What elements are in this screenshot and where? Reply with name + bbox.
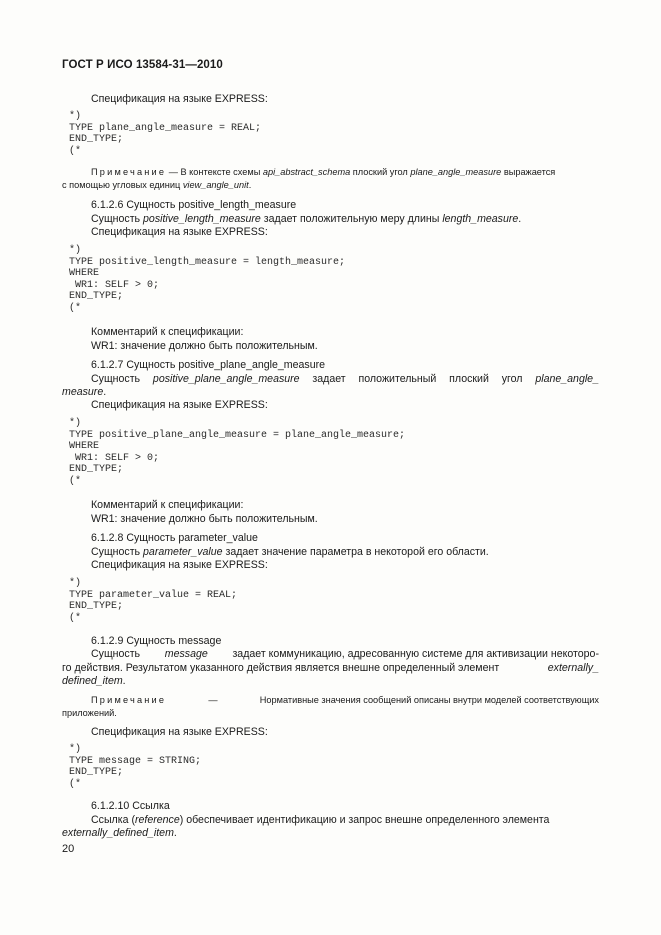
body-paragraph: Сущность parameter_value задает значение параметра в некоторой его области. bbox=[91, 546, 489, 558]
body-paragraph: measure. bbox=[62, 386, 107, 398]
code-block-plane-angle: *) TYPE plane_angle_measure = REAL; END_TYPE; (* bbox=[63, 111, 262, 157]
comment-label: Комментарий к спецификации: bbox=[91, 326, 244, 338]
document-header: ГОСТ Р ИСО 13584-31—2010 bbox=[62, 59, 223, 71]
code-block-positive-plane-angle: *) TYPE positive_plane_angle_measure = plane_angle_measure; WHERE WR1: SELF > 0; END_TYPE; (* bbox=[63, 418, 406, 487]
express-spec-label: Спецификация на языке EXPRESS: bbox=[91, 226, 268, 238]
page-number: 20 bbox=[62, 843, 75, 855]
body-paragraph: Сущность positive_length_measure задает положительную меру длины length_measure. bbox=[91, 213, 522, 225]
note-line: Примечание — Нормативные значения сообщений описаны внутри моделей соответствующих bbox=[91, 695, 599, 705]
comment-rule: WR1: значение должно быть положительным. bbox=[91, 513, 318, 525]
comment-label: Комментарий к спецификации: bbox=[91, 499, 244, 511]
code-block-message: *) TYPE message = STRING; END_TYPE; (* bbox=[63, 744, 202, 790]
body-paragraph: defined_item. bbox=[62, 675, 126, 687]
express-spec-label: Спецификация на языке EXPRESS: bbox=[91, 93, 268, 105]
section-heading: 6.1.2.7 Сущность positive_plane_angle_measure bbox=[91, 359, 326, 371]
body-paragraph: Сущность message задает коммуникацию, адресованную системе для активизации некоторо- bbox=[91, 648, 599, 660]
body-paragraph: Сущность positive_plane_angle_measure задает положительный плоский угол plane_angle_ bbox=[91, 373, 599, 385]
note-line: с помощью угловых единиц view_angle_unit. bbox=[62, 180, 252, 190]
section-heading: 6.1.2.10 Ссылка bbox=[91, 800, 170, 812]
code-block-positive-length: *) TYPE positive_length_measure = length_measure; WHERE WR1: SELF > 0; END_TYPE; (* bbox=[63, 245, 346, 314]
express-spec-label: Спецификация на языке EXPRESS: bbox=[91, 399, 268, 411]
code-block-parameter-value: *) TYPE parameter_value = REAL; END_TYPE; (* bbox=[63, 578, 238, 624]
note-line: Примечание — В контексте схемы api_abstract_schema плоский угол plane_angle_measure выражается bbox=[91, 167, 556, 177]
express-spec-label: Спецификация на языке EXPRESS: bbox=[91, 559, 268, 571]
body-paragraph: Ссылка (reference) обеспечивает идентификацию и запрос внешне определенного элемента bbox=[91, 814, 550, 826]
section-heading: 6.1.2.9 Сущность message bbox=[91, 635, 222, 647]
body-paragraph: externally_defined_item. bbox=[62, 827, 177, 839]
section-heading: 6.1.2.8 Сущность parameter_value bbox=[91, 532, 258, 544]
note-line: приложений. bbox=[62, 708, 117, 718]
express-spec-label: Спецификация на языке EXPRESS: bbox=[91, 726, 268, 738]
body-paragraph: го действия. Результатом указанного действия является внешне определенный элемент externally_ bbox=[62, 662, 599, 674]
comment-rule: WR1: значение должно быть положительным. bbox=[91, 340, 318, 352]
section-heading: 6.1.2.6 Сущность positive_length_measure bbox=[91, 199, 297, 211]
